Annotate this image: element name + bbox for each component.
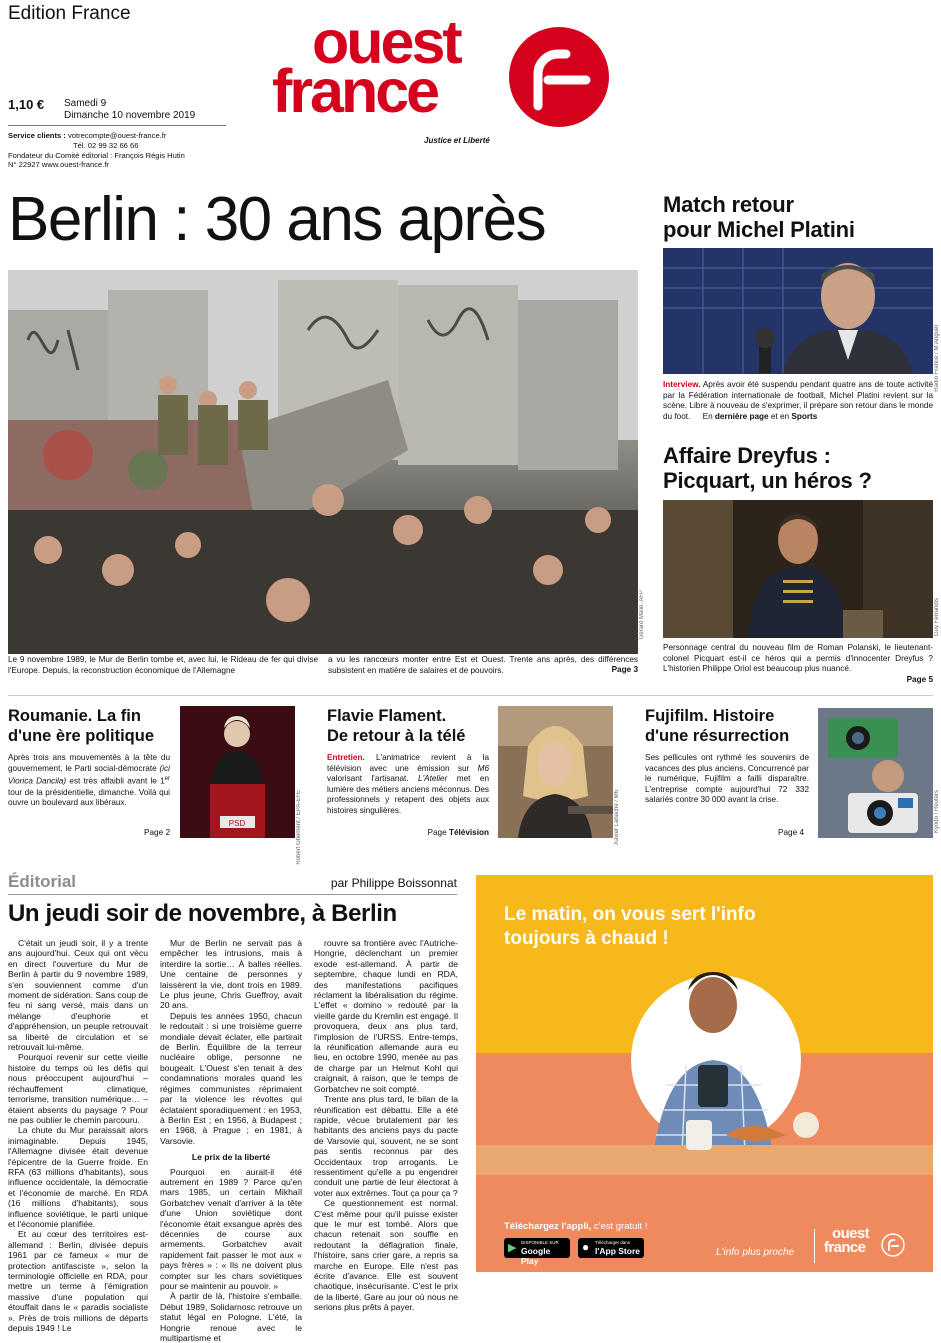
- roumanie-page-ref[interactable]: Page 2: [144, 828, 170, 837]
- flament-photo-credit: Xavier Lahache / M6: [614, 790, 620, 846]
- platini-photo: [663, 248, 933, 374]
- platini-ref-prefix: En: [702, 411, 713, 421]
- editorial-paragraph: Trente ans plus tard, le bilan de la réunification est débattu. Elle a été rapide, vécue brutalement par les habitants des anciens pays du pacte de Varsovie qui, souvent, ne se sont pas sentis reconnus par des Occidentaux trop arrogants. Le ressentiment qu'elle a pu engendrer conduit une partie de leur électorat à voter aux extrêmes. Tout ça pour ça ?: [314, 1094, 458, 1198]
- advert-download-bold: Téléchargez l'appli,: [504, 1221, 592, 1232]
- editorial-paragraph: Depuis les années 1950, chacun le redoutait : si une troisième guerre mondiale devait éclater, elle partirait de Berlin. Équilibre de la terreur nucléaire oblige, personne ne bougeait. L'Ouest s'en tenait à des condamnations morales quand les régimes communistes réprimaient par la violence les révoltes qui éclataient sporadiquement : en 1953, à Berlin Est ; en 1956, à Budapest ; en 1968, à Prague ; en 1981, à Varsovie.: [160, 1010, 302, 1146]
- editorial-author: par Philippe Boissonnat: [330, 876, 457, 890]
- editorial-paragraph: rouvre sa frontière avec l'Autriche-Hongrie, déclenchant un premier exode est-allemand. À partir de septembre, chaque lundi en RDA, des manifestations pacifiques réclament la libéralisation du régime. L'effet « domino » redouté par la vieille garde du Kremlin est engagé. Il provoquera, deux ans plus tard, l'implosion de l'URSS. Entre-temps, la réunification allemande aura eu lieu, en octobre 1990, menée au pas de charge par un Helmut Kohl qui craignait, à raison, que le temps de Gorbatchev ne soit compté.: [314, 938, 458, 1094]
- platini-photo-credit: Radio France / M.Anguet: [934, 325, 940, 392]
- masthead-logo[interactable]: [272, 8, 612, 150]
- google-play-small: DISPONIBLE SUR: [521, 1240, 559, 1245]
- platini-body: Après avoir été suspendu pendant quatre ans de toute activité par la Fédération internationale de football, Michel Platini revient sur la scène. Libre à nouveau de s'exprimer, il prépare son retour dans le monde du foot.: [663, 380, 934, 421]
- flament-text-italic-1: M6: [477, 763, 489, 773]
- section-rule: [8, 695, 933, 696]
- fujifilm-headline-line1: Fujifilm. Histoire: [645, 707, 775, 725]
- dreyfus-headline-line1: Affaire Dreyfus :: [663, 443, 831, 468]
- flament-page-tv: Télévision: [448, 828, 489, 837]
- roumanie-photo-credit: Robert Ghement / EPA-EFE: [296, 790, 302, 865]
- lead-headline[interactable]: Berlin : 30 ans après: [8, 185, 546, 254]
- editorial-paragraph: La chute du Mur paraissait alors inimaginable. Depuis 1945, l'Allemagne divisée était devenue l'épicentre de la Guerre froide. En RFA (63 millions d'habitants), sous influence occidentale, la démocratie et l'économie de marché. En RDA (16 millions d'habitants), sous influence soviétique, le parti unique et l'économie planifiée.: [8, 1125, 148, 1229]
- editorial-subhead: Le prix de la liberté: [191, 1152, 271, 1163]
- platini-kicker: Interview.: [663, 380, 701, 389]
- flament-headline-line2: De retour à la télé: [327, 727, 466, 745]
- platini-ref-sports[interactable]: Sports: [791, 411, 818, 421]
- apple-icon: ●: [582, 1240, 590, 1254]
- advert-headline: [504, 903, 756, 951]
- app-advert[interactable]: [476, 875, 933, 1272]
- app-store-small: Télécharger dans: [595, 1240, 631, 1245]
- editorial-column-3: [314, 938, 458, 1338]
- platini-headline[interactable]: [663, 192, 938, 242]
- price: 1,10 €: [8, 97, 45, 112]
- dreyfus-text: Personnage central du nouveau film de Roman Polanski, le lieutenant-colonel Picquart est-il ce héros qui a permis d'innocenter Dreyfus ? L'historien Philippe Oriol est beaucoup plus nuancé.: [663, 643, 933, 674]
- logo-word-ouest: ouest: [312, 8, 460, 76]
- advert-logo-line2: france: [824, 1239, 866, 1256]
- editorial-headline[interactable]: Un jeudi soir de novembre, à Berlin: [8, 900, 397, 927]
- editorial-paragraph: Pourquoi en aurait-il été autrement en 1989 ? Parce qu'en mars 1985, un certain Mikhaïl Gorbatchev venait d'arriver à la tête d'une Union soviétique dont l'économie était exsangue après des décennies de course aux armements. Gorbatchev avait rapidement fait passer le mot aux « pays frères » : « Ils ne doivent plus compter sur les chars soviétiques pour se maintenir au pouvoir. »: [160, 1166, 302, 1291]
- lead-caption-left: Le 9 novembre 1989, le Mur de Berlin tombe et, avec lui, le Rideau de fer qui divise l'Europe. Depuis, la reconstruction économique de l'Allemagne: [8, 655, 318, 675]
- google-play-big: Google Play: [521, 1246, 551, 1266]
- lead-page-ref[interactable]: Page 3: [611, 665, 638, 674]
- roumanie-text: [8, 753, 170, 809]
- flament-page-prefix: Page: [427, 828, 447, 837]
- service-email[interactable]: votrecompte@ouest-france.fr: [67, 131, 167, 140]
- dreyfus-photo: [663, 500, 933, 638]
- roumanie-photo: [180, 706, 295, 838]
- berlin-wall-scene: [8, 270, 638, 654]
- flament-text-b: valorisant l'artisanat.: [327, 774, 419, 784]
- editorial-paragraph: Pourquoi revenir sur cette vieille histoire du temps où les défis qui nous préoccupent aujourd'hui – réchauffement climatique, terrorisme, transition numérique… – étaient absents du paysage ? Pour ne pas oublier le chemin parcouru.: [8, 1052, 148, 1125]
- platini-headline-line1: Match retour: [663, 192, 794, 217]
- logo-circle-icon: [508, 26, 610, 128]
- issue-number: N° 22927 www.ouest-france.fr: [8, 160, 109, 170]
- editorial-paragraph: Et au cœur des territoires est-allemand : Berlin, divisée depuis 1961 par ce fameux « mur de protection antifasciste », selon la terminologie officielle en RDA, pour mettre un terme à l'émigration massive d'une population qui étouffait dans le « paradis socialiste ». Près de trois millions de départs depuis 1949 ! Le: [8, 1229, 148, 1334]
- flament-kicker: Entretien.: [327, 753, 365, 762]
- lead-photo-credit: Gérard Malie. AFP: [639, 590, 645, 640]
- roumanie-headline-line1: Roumanie. La fin: [8, 707, 141, 725]
- roumanie-text-c: tour de la présidentielle, dimanche. Voilà qui ouvre un boulevard aux libéraux.: [8, 787, 170, 808]
- editorial-column-2: [160, 938, 302, 1343]
- advert-divider: [814, 1229, 815, 1263]
- advert-logo: [824, 1227, 869, 1255]
- advert-logo-line1: ouest: [832, 1225, 870, 1242]
- editorial-column-1: [8, 938, 148, 1338]
- flament-text-italic-2: L'Atelier: [418, 774, 448, 784]
- advert-download-rest: c'est gratuit !: [591, 1221, 648, 1232]
- flament-photo: [498, 706, 613, 838]
- app-store-badge[interactable]: [578, 1238, 644, 1258]
- fujifilm-text: Ses pellicules ont rythmé les souvenirs de vacances des plus anciens. Concurrencé par le numérique, Fujifilm a failli disparaître. L'entreprise compte aujourd'hui 72 332 salariés contre 30 000 avant la crise.: [645, 753, 809, 805]
- logo-tagline: Justice et Liberté: [424, 136, 490, 145]
- service-label: Service clients :: [8, 131, 66, 140]
- edition-label: Edition France: [8, 3, 131, 24]
- svg-text:PSD: PSD: [228, 819, 246, 828]
- roumanie-text-a: Après trois ans mouvementés à la tête du gouvernement, le Parti social-démocrate: [8, 753, 170, 773]
- platini-headline-line2: pour Michel Platini: [663, 217, 855, 242]
- service-tel: Tél. 02 99 32 66 66: [73, 140, 139, 150]
- dreyfus-headline-line2: Picquart, un héros ?: [663, 468, 872, 493]
- advert-logo-circle-icon: [881, 1233, 905, 1257]
- google-play-icon: ▶: [508, 1242, 517, 1254]
- fujifilm-page-ref[interactable]: Page 4: [778, 828, 804, 837]
- roumanie-headline[interactable]: [8, 706, 178, 746]
- google-play-badge[interactable]: [504, 1238, 570, 1266]
- fujifilm-photo-credit: Kyodo / Reuters: [934, 790, 940, 834]
- flament-text-a: L'animatrice revient à la télévision avec une émission sur: [327, 753, 489, 773]
- app-store-big: l'App Store: [595, 1246, 640, 1256]
- platini-ref-last-page[interactable]: dernière page: [714, 411, 769, 421]
- header-rule: [8, 125, 226, 126]
- dreyfus-headline[interactable]: [663, 443, 938, 493]
- date-line-2: Dimanche 10 novembre 2019: [64, 110, 196, 121]
- fujifilm-headline[interactable]: [645, 706, 820, 746]
- roumanie-text-b: est très affaibli avant le 1: [66, 776, 165, 786]
- lead-caption-right: a vu les rancœurs monter entre Est et Ouest. Trente ans après, des différences subsistent en matière de salaires et de pouvoirs.: [328, 655, 638, 675]
- lead-photo: [8, 270, 638, 654]
- logo-word-france: france: [272, 57, 438, 125]
- advert-headline-line2: toujours à chaud !: [504, 928, 669, 949]
- editorial-rule: [8, 894, 457, 895]
- service-info: [8, 131, 238, 170]
- editorial-paragraph: Mur de Berlin ne servait pas à empêcher les intrusions, mais à interdire la sortie… À balles réelles. Une centaine de personnes y laissèrent la vie, dont trois en 1989. Le plus jeune, Chris Gueffroy, avait 20 ans.: [160, 938, 302, 1011]
- platini-ref-mid: et en: [770, 411, 790, 421]
- editorial-paragraph: Ce questionnement est normal. C'est même pour qu'il puisse exister que le mur est tombé. Alors que chacun retenait son souffle en redoutant la déflagration finale, l'histoire, sans crier gare, a repris sa marche en Europe. Elle n'est pas écrite d'avance. Elle est souvent chaotique, insécurisante. C'est le prix de la liberté. Gare au jour où nous ne serions plus prêts à payer.: [314, 1198, 458, 1313]
- date-line-1: Samedi 9: [64, 98, 107, 109]
- dreyfus-photo-credit: Guy Ferrandis: [934, 598, 940, 637]
- fujifilm-photo: [818, 708, 933, 838]
- dreyfus-page-ref[interactable]: Page 5: [906, 675, 933, 684]
- roumanie-text-sup: er: [164, 776, 170, 783]
- roumanie-text-italic: (ici Viorica Dancila): [8, 763, 170, 786]
- flament-text-c: met en lumière des métiers anciens méconnus. Des professionnels y retapent des objets aux histoires singulières.: [327, 774, 490, 815]
- flament-headline-line1: Flavie Flament.: [327, 707, 447, 725]
- flament-page-ref[interactable]: [410, 828, 489, 839]
- advert-illustration: [476, 945, 933, 1175]
- roumanie-headline-line2: d'une ère politique: [8, 727, 155, 745]
- fujifilm-headline-line2: d'une résurrection: [645, 727, 790, 745]
- advert-headline-line1: Le matin, on vous sert l'info: [504, 904, 756, 925]
- editorial-label: Éditorial: [8, 872, 77, 891]
- advert-slogan: L'info plus proche: [716, 1247, 795, 1258]
- founder-line: Fondateur du Comité éditorial : François Régis Hutin: [8, 150, 185, 160]
- platini-text: [663, 380, 933, 422]
- flament-headline[interactable]: [327, 706, 497, 746]
- flament-text: [327, 753, 489, 817]
- editorial-paragraph: À partir de là, l'histoire s'emballe. Début 1989, Solidarnosc retrouve un statut légal en Pologne. L'été, la Hongrie renoue avec le multipartisme et: [160, 1291, 302, 1343]
- advert-download-text: [504, 1221, 647, 1232]
- editorial-paragraph: C'était un jeudi soir, il y a trente ans aujourd'hui. Ceux qui ont vécu en direct l'ouverture du Mur de Berlin à partir du 9 novembre 1989, s'en souviennent comme d'un moment de sidération. Sans coup de feu ni sang versé, mais dans un mélange d'euphorie et d'appréhension, un peuple retrouvait sa liberté de circulation et se retrouvait lui-même.: [8, 938, 148, 1053]
